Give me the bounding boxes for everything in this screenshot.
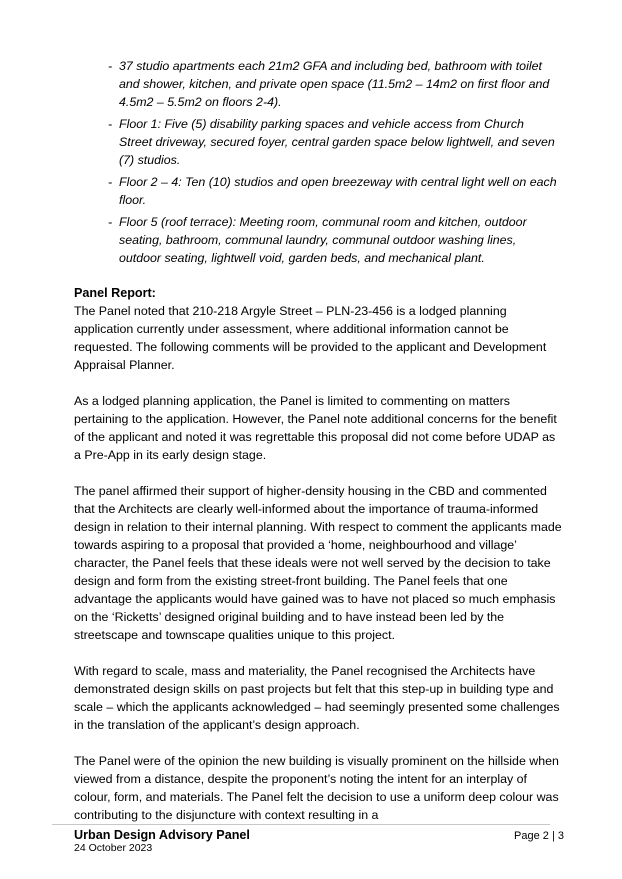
list-item <box>108 115 558 169</box>
footer-title: Urban Design Advisory Panel <box>74 828 250 842</box>
footer-divider <box>52 824 550 825</box>
list-item <box>108 57 558 111</box>
floor-summary-list <box>108 57 558 271</box>
bullet-dash: - <box>108 175 113 189</box>
report-paragraph: The Panel noted that 210-218 Argyle Street – PLN-23-456 is a lodged planning application currently under assessment, where additional information cannot be requested. The following comments will be provided to the applicant and Development Appraisal Planner. <box>74 304 547 372</box>
bullet-dash: - <box>108 117 113 131</box>
report-paragraph: With regard to scale, mass and materiality, the Panel recognised the Architects have demonstrated design skills on past projects but felt that this step-up in building type and scale – which the applicants acknowledged – had seemingly presented some challenges in the translation of the applicant’s design approach. <box>74 664 560 732</box>
bullet-dash: - <box>108 215 113 229</box>
page-number: Page 2 | 3 <box>514 830 564 842</box>
report-paragraph: As a lodged planning application, the Panel is limited to commenting on matters pertaining to the application. However, the Panel note additional concerns for the benefit of the applicant and noted it was regrettable this proposal did not come before UDAP as a Pre-App in its early design stage. <box>74 394 557 462</box>
section-heading: Panel Report: <box>74 286 156 300</box>
bullet-text: 37 studio apartments each 21m2 GFA and including bed, bathroom with toilet and shower, kitchen, and private open space (11.5m2 – 14m2 on first floor and 4.5m2 – 5.5m2 on floors 2-4). <box>119 59 550 109</box>
bullet-dash: - <box>108 59 113 73</box>
report-paragraph: The Panel were of the opinion the new building is visually prominent on the hillside when viewed from a distance, despite the proponent’s noting the intent for an interplay of colour, form, and materials. The Panel felt the decision to use a uniform deep colour was contributing to the disjuncture with context resulting in a <box>74 754 559 822</box>
list-item <box>108 173 558 209</box>
footer-date: 24 October 2023 <box>74 842 153 854</box>
bullet-text: Floor 5 (roof terrace): Meeting room, communal room and kitchen, outdoor seating, bathroom, communal laundry, communal outdoor washing lines, outdoor seating, lightwell void, garden beds, and mechanical plant. <box>119 215 527 265</box>
list-item <box>108 213 558 267</box>
bullet-text: Floor 2 – 4: Ten (10) studios and open breezeway with central light well on each floor. <box>119 175 557 207</box>
panel-report-section <box>74 284 564 842</box>
bullet-text: Floor 1: Five (5) disability parking spaces and vehicle access from Church Street driveway, secured foyer, central garden space below lightwell, and seven (7) studios. <box>119 117 555 167</box>
report-paragraph: The panel affirmed their support of higher-density housing in the CBD and commented that the Architects are clearly well-informed about the importance of trauma-informed design in relation to their internal planning. With respect to comment the applicants made towards aspiring to a proposal that provided a ‘home, neighbourhood and village’ character, the Panel feels that these ideals were not well served by the decision to take design and form from the existing street-front building. The Panel feels that one advantage the applicants would have gained was to have not placed so much emphasis on the ‘Ricketts’ designed original building and to have instead been led by the streetscape and townscape qualities unique to this project. <box>74 484 562 642</box>
